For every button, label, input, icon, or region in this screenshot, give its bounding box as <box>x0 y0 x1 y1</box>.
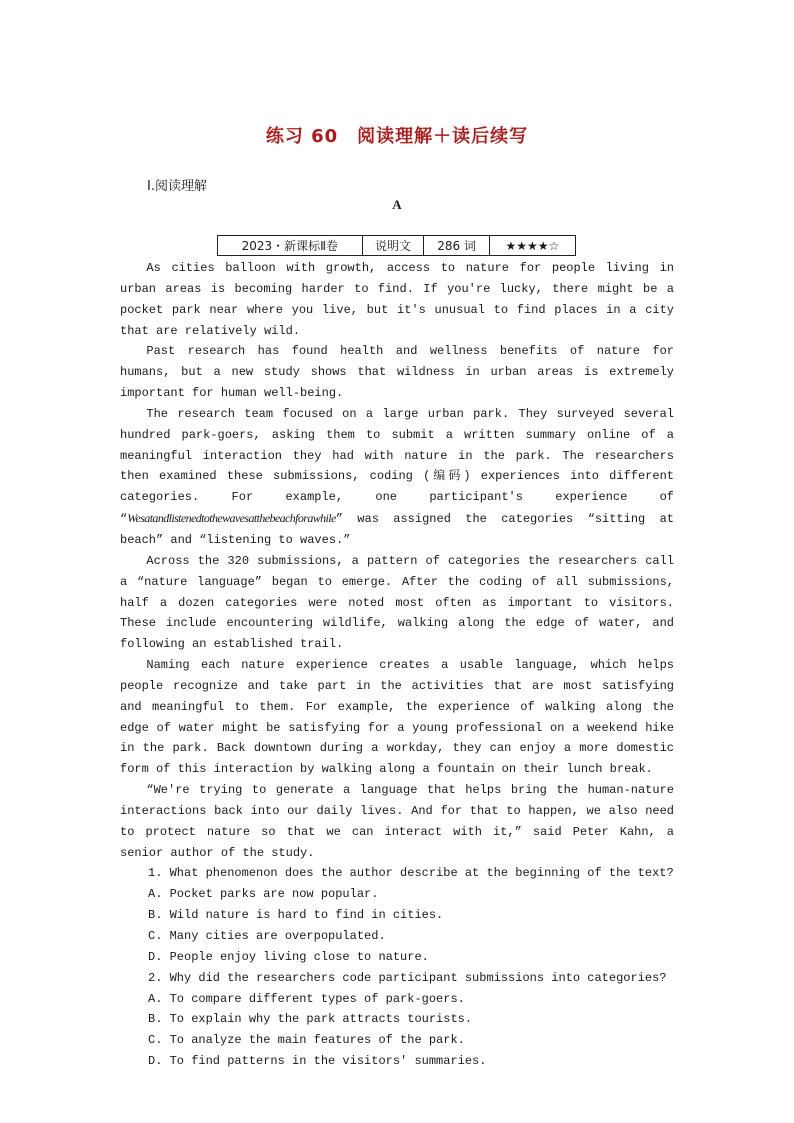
info-difficulty-stars: ★★★★☆ <box>489 236 575 256</box>
question-2-option-d: D. To find patterns in the visitors' summaries. <box>148 1054 487 1069</box>
question-2-stem: 2. Why did the researchers code participant submissions into categories? <box>148 970 667 985</box>
paragraph-3 <box>120 404 674 551</box>
passage-label: A <box>392 197 402 212</box>
info-word-count: 286 词 <box>424 236 489 256</box>
paragraph-3-text-a: The research team focused on a large urban park. They surveyed several hundred park-goers, asking them to submit a written summary online of a meaningful interaction they had with nature in the park. The researchers then examined these submissions, coding (编码) experiences into different categories. For example, one participant's experience of “ <box>120 406 674 527</box>
question-2-option-a: A. To compare different types of park-goers. <box>148 991 465 1006</box>
paragraph-3-text-b: ” was assigned the categories “sitting at beach” and “listening to waves.” <box>120 512 674 547</box>
paragraph-1: As cities balloon with growth, access to nature for people living in urban areas is becoming harder to find. If you're lucky, there might be a pocket park near where you live, but it's unusual to find places in a city that are relatively wild. <box>120 261 674 338</box>
question-1-option-d: D. People enjoy living close to nature. <box>148 949 429 964</box>
passage-info-table <box>217 235 576 256</box>
question-1-option-a: A. Pocket parks are now popular. <box>148 887 379 902</box>
paragraph-4: Across the 320 submissions, a pattern of categories the researchers call a “nature language” began to emerge. After the coding of all submissions, half a dozen categories were noted most often as important to visitors. These include encountering wildlife, walking along the edge of water, and following an established trail. <box>120 553 674 652</box>
page-title: 练习 60 阅读理解＋读后续写 <box>265 126 529 147</box>
info-genre: 说明文 <box>362 236 424 256</box>
question-1-stem: 1. What phenomenon does the author describe at the beginning of the text? <box>148 866 674 881</box>
paragraph-5: Naming each nature experience creates a usable language, which helps people recognize and take part in the activities that are most satisfying and meaningful to them. For example, the experience of walking along the edge of water might be satisfying for a young professional on a weekend hike in the park. Back downtown during a workday, they can enjoy a more domestic form of this interaction by walking along a fountain on their lunch break. <box>120 658 674 777</box>
passage-body <box>120 258 674 1072</box>
paragraph-6: “We're trying to generate a language that helps bring the human-nature interactions back into our daily lives. And for that to happen, we also need to protect nature so that we can interact with it,” said Peter Kahn, a senior author of the study. <box>120 783 674 860</box>
question-1-option-b: B. Wild nature is hard to find in cities. <box>148 908 444 923</box>
info-source: 2023・新课标Ⅱ卷 <box>218 236 363 256</box>
question-2-option-b: B. To explain why the park attracts tourists. <box>148 1012 473 1027</box>
paragraph-2: Past research has found health and wellness benefits of nature for humans, but a new study shows that wildness in urban areas is extremely important for human well-being. <box>120 344 674 401</box>
question-1-option-c: C. Many cities are overpopulated. <box>148 929 386 943</box>
paragraph-3-quote: Wesatandlistenedtothewavesatthebeachforawhile <box>127 511 336 526</box>
section-heading: Ⅰ.阅读理解 <box>147 179 207 194</box>
question-2-option-c: C. To analyze the main features of the park. <box>148 1033 465 1048</box>
